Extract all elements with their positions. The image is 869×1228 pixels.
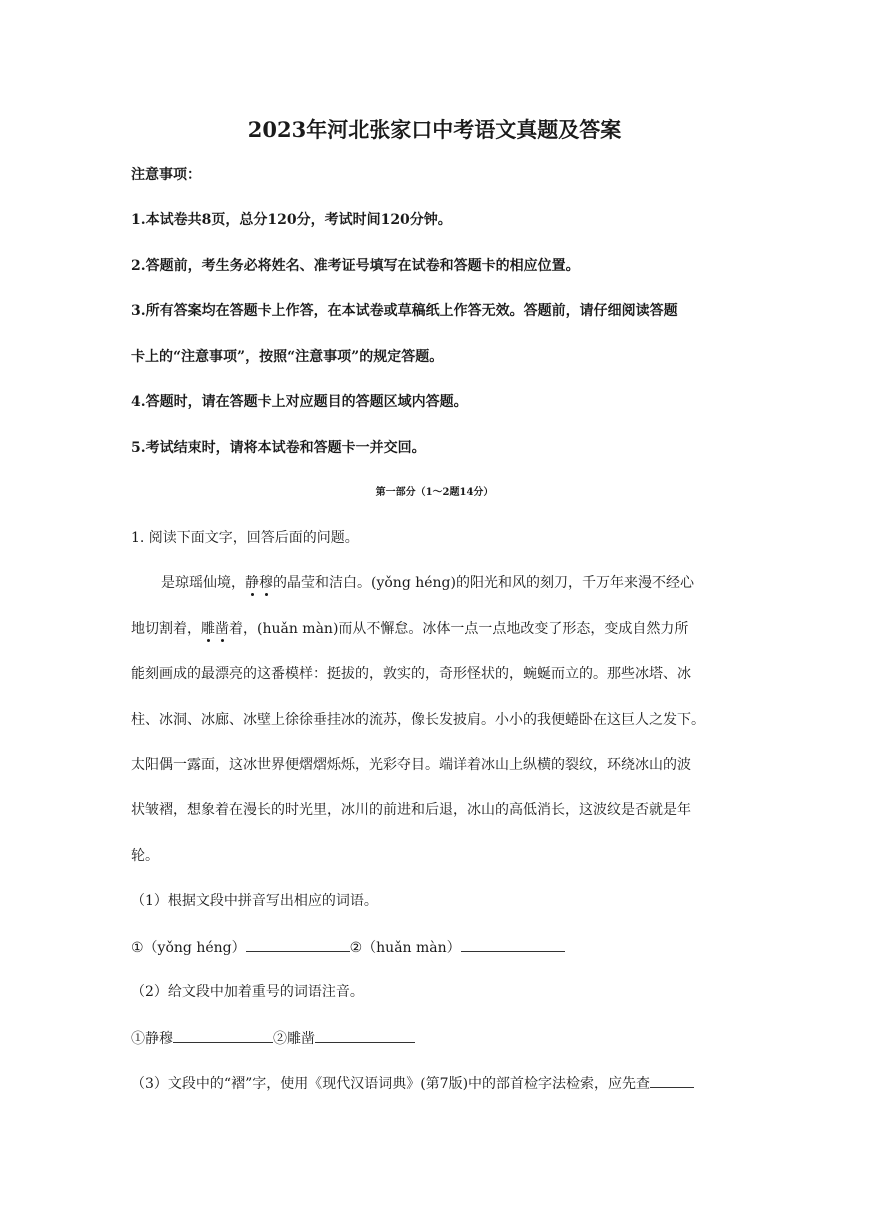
emphasis-char: 穆: [259, 575, 273, 591]
answer-blank[interactable]: [246, 937, 350, 952]
sub-question-2-answers: [131, 1028, 415, 1049]
passage-line-1: [161, 573, 694, 593]
passage-line-6: 状皱褶，想象着在漫长的时光里，冰川的前进和后退，冰山的高低消长，这波纹是否就是年: [131, 802, 691, 818]
passage-text: 着，(huǎn màn)而从不懈怠。冰体一点一点地改变了形态，变成自然力所: [229, 621, 689, 637]
emphasis-char: 凿: [215, 621, 229, 637]
notice-item-3-continued: 卡上的“注意事项”，按照“注意事项”的规定答题。: [131, 349, 444, 365]
question-1-prompt: 1. 阅读下面文字，回答后面的问题。: [131, 530, 359, 546]
sub-question-3-text: （3）文段中的“褶”字，使用《现代汉语词典》(第7版)中的部首检字法检索，应先查: [131, 1076, 651, 1092]
notice-item-2: 2.答题前，考生务必将姓名、准考证号填写在试卷和答题卡的相应位置。: [131, 258, 580, 274]
emphasis-char: 静: [245, 575, 259, 591]
section-heading: 第一部分（1～2题14分）: [375, 487, 494, 498]
sub-question-2-prompt: （2）给文段中加着重号的词语注音。: [131, 984, 364, 1000]
passage-text: 是琼瑶仙境，: [161, 575, 245, 591]
page-title: 2023年河北张家口中考语文真题及答案: [247, 117, 622, 142]
passage-line-2: [131, 619, 688, 639]
answer-blank[interactable]: [173, 1028, 273, 1043]
emphasis-char: 雕: [201, 621, 215, 637]
answer-label-1: ①静穆: [131, 1031, 173, 1047]
notice-item-1: 1.本试卷共8页，总分120分，考试时间120分钟。: [131, 212, 452, 228]
answer-blank[interactable]: [650, 1073, 694, 1088]
passage-text: 地切割着，: [131, 621, 201, 637]
passage-line-7: 轮。: [131, 848, 159, 864]
sub-question-1-answers: [131, 937, 565, 958]
notice-item-3: 3.所有答案均在答题卡上作答，在本试卷或草稿纸上作答无效。答题前，请仔细阅读答题: [131, 303, 678, 319]
sub-question-3-prompt: [131, 1073, 694, 1094]
answer-blank[interactable]: [315, 1028, 415, 1043]
answer-label-1: ①（yǒng héng）: [131, 940, 246, 956]
notice-heading: 注意事项：: [131, 167, 201, 183]
passage-line-4: 柱、冰洞、冰廊、冰壁上徐徐垂挂冰的流苏，像长发披肩。小小的我便蜷卧在这巨人之发下。: [131, 712, 705, 728]
sub-question-1-prompt: （1）根据文段中拼音写出相应的词语。: [131, 893, 378, 909]
notice-item-4: 4.答题时，请在答题卡上对应题目的答题区域内答题。: [131, 394, 468, 410]
notice-item-5: 5.考试结束时，请将本试卷和答题卡一并交回。: [131, 440, 426, 456]
passage-line-3: 能刻画成的最漂亮的这番模样：挺拔的，敦实的，奇形怪状的，蜿蜒而立的。那些冰塔、冰: [131, 666, 691, 682]
answer-label-2: ②雕凿: [273, 1031, 315, 1047]
answer-label-2: ②（huǎn màn）: [349, 940, 461, 956]
answer-blank[interactable]: [461, 937, 565, 952]
passage-text: 的晶莹和洁白。(yǒng héng)的阳光和风的刻刀，千万年来漫不经心: [273, 575, 694, 591]
passage-line-5: 太阳偶一露面，这冰世界便熠熠烁烁，光彩夺目。端详着冰山上纵横的裂纹，环绕冰山的波: [131, 757, 691, 773]
